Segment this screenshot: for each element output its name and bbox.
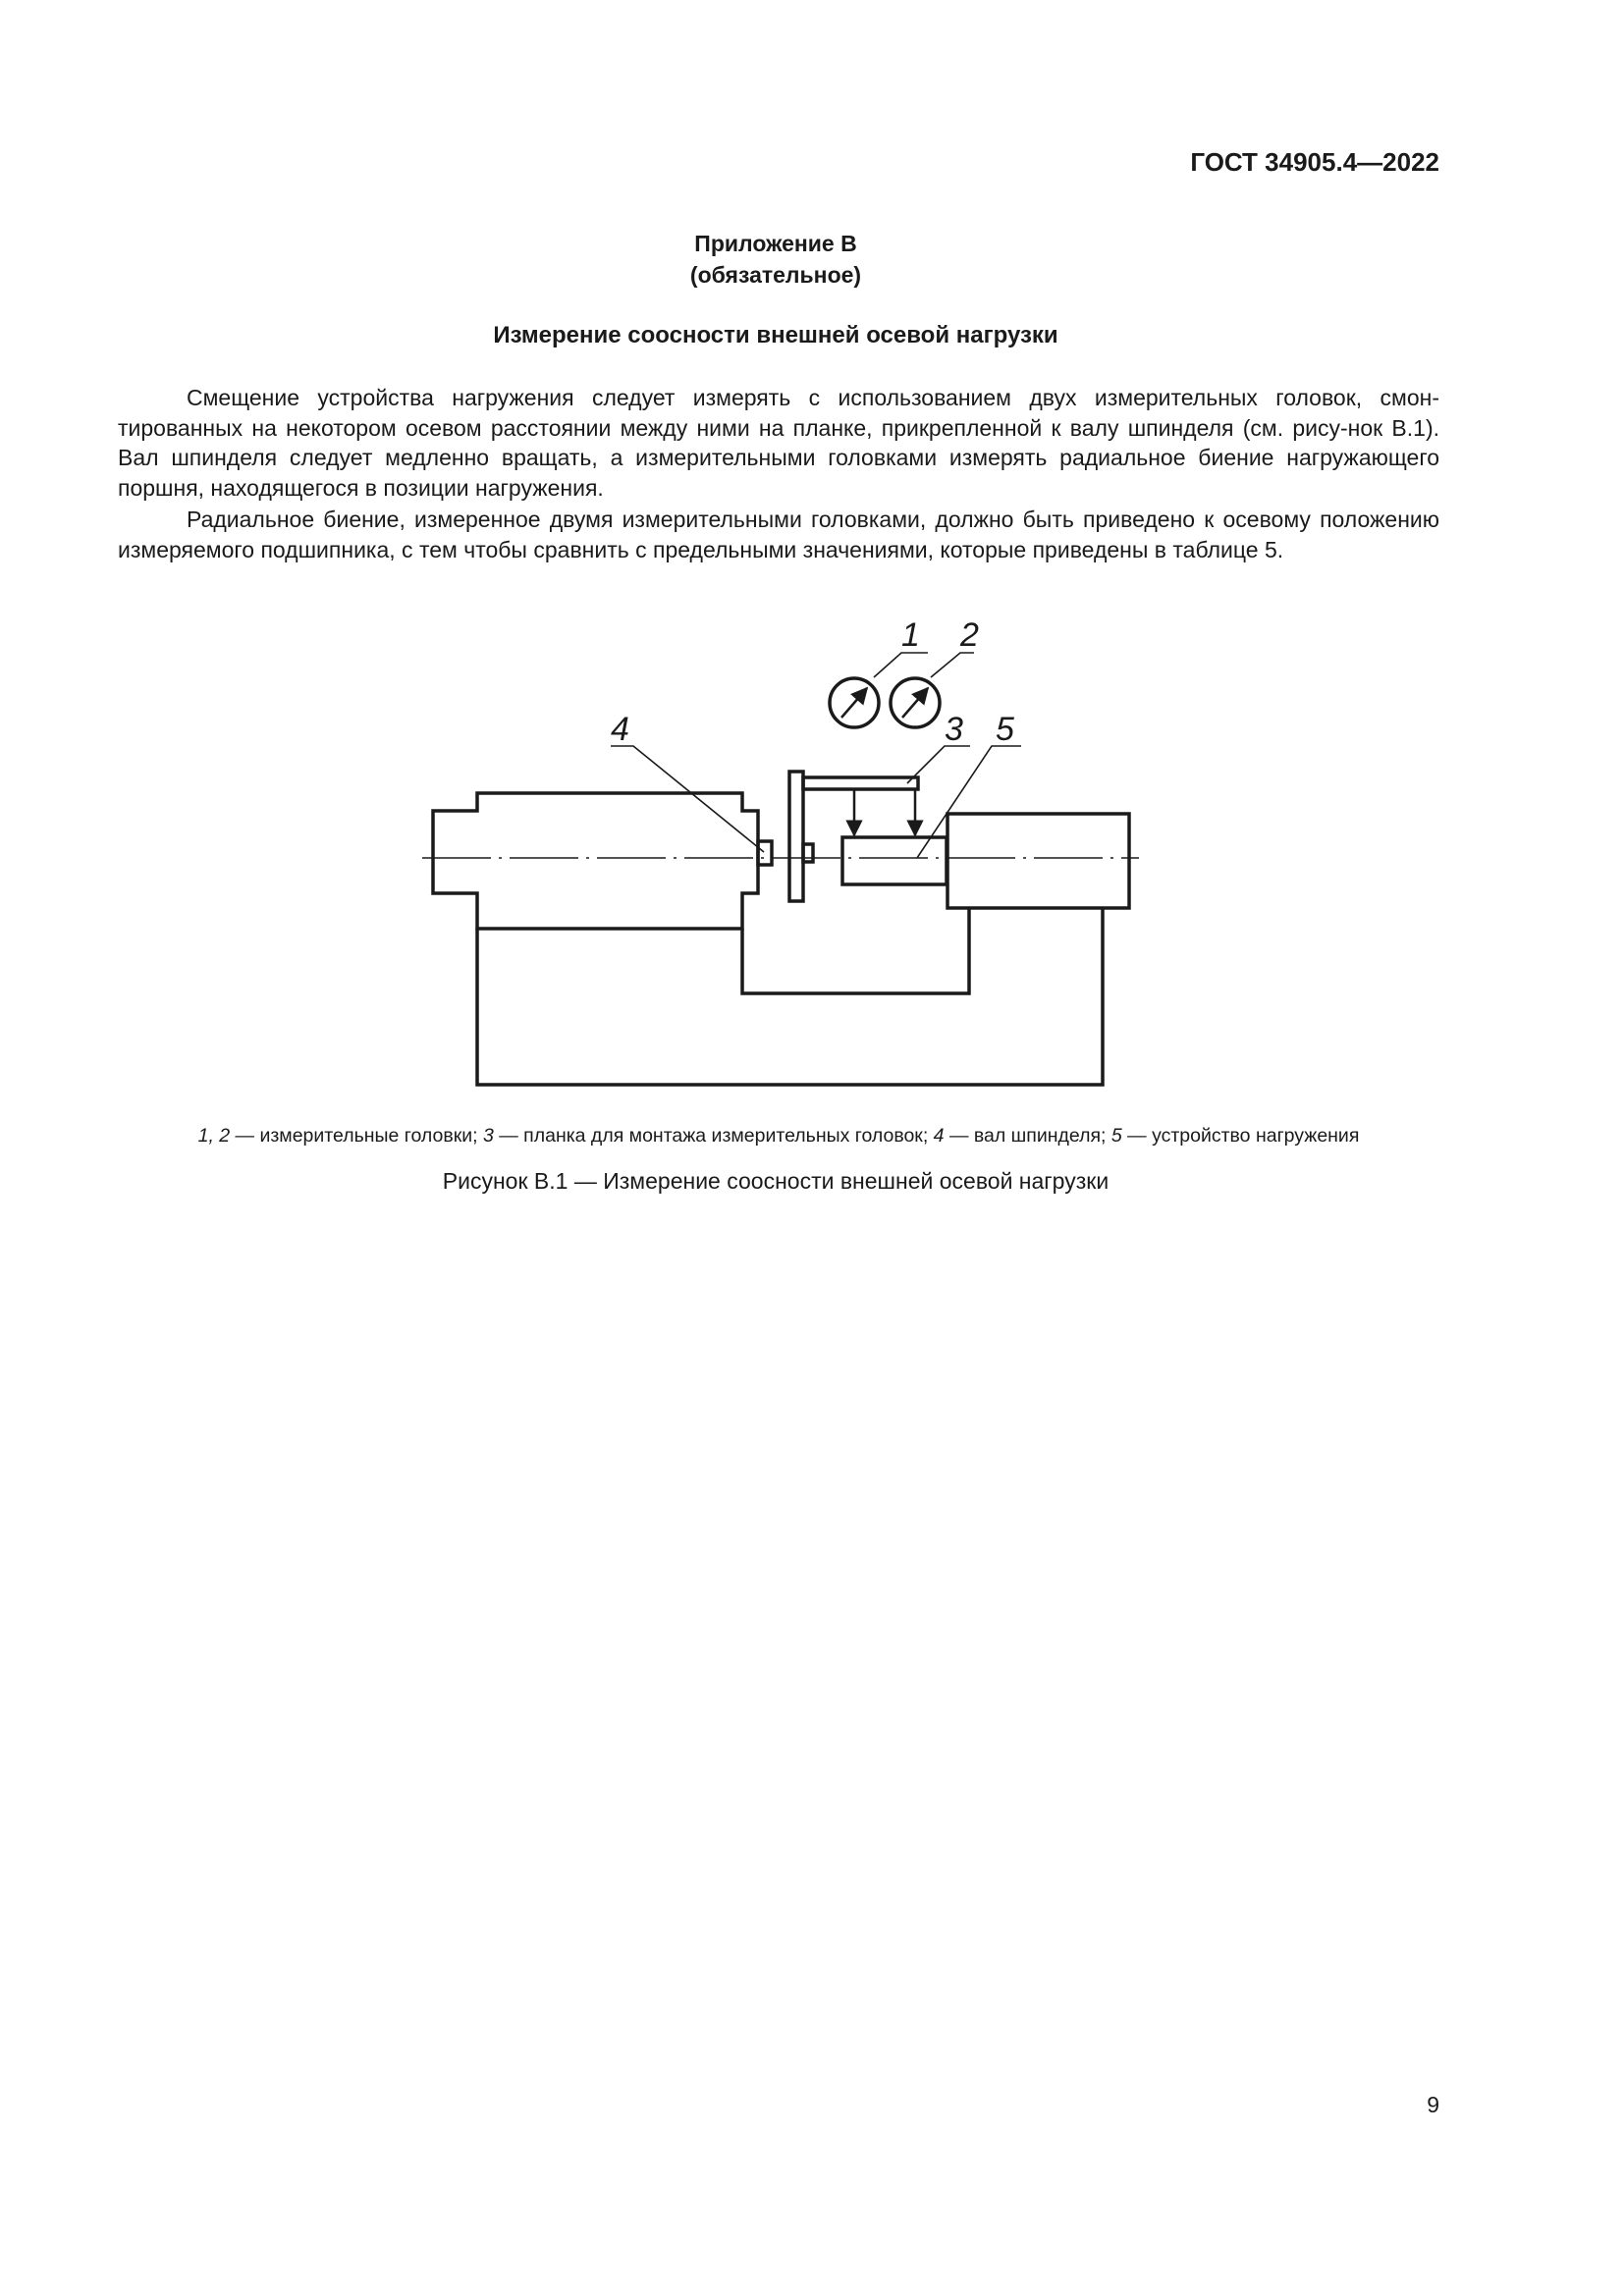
callout-1: 1: [901, 616, 920, 654]
legend-text-4: — устройство нагружения: [1121, 1125, 1360, 1147]
base-recess: [742, 908, 969, 993]
page-number: 9: [1427, 2092, 1439, 2117]
annex-title: Приложение В: [694, 231, 857, 256]
spindle-housing: [433, 793, 758, 929]
machine-base: [477, 908, 1103, 1085]
figure-caption: Рисунок В.1 — Измерение соосности внешней осевой нагрузки: [442, 1168, 1110, 1194]
legend-num-2: 3: [482, 1125, 494, 1147]
spindle-disc: [789, 772, 803, 901]
figure-legend: [118, 1125, 1439, 1148]
legend-text-3: — вал шпинделя;: [944, 1125, 1111, 1147]
legend-num-1: 1, 2: [197, 1125, 231, 1147]
legend-num-3: 4: [933, 1125, 945, 1147]
callout-5: 5: [996, 711, 1014, 748]
paragraph-2: Радиальное биение, измеренное двумя измерительными головками, должно быть приведено к осевому положению измеряемого подшипника, с тем чтобы сравнить с предельными значениями, которые приведены в таблице 5.: [118, 507, 1439, 562]
gauge-1-needle: [841, 688, 867, 718]
callout-2: 2: [960, 616, 979, 654]
annex-heading: [0, 228, 1551, 291]
loading-piston: [842, 837, 947, 884]
mounting-bar: [803, 777, 918, 789]
figure-b1: [393, 609, 1168, 1099]
section-title: Измерение соосности внешней осевой нагрузки: [493, 322, 1058, 348]
alignment-diagram: [393, 609, 1168, 1099]
loading-device: [947, 814, 1129, 908]
document-code: ГОСТ 34905.4—2022: [1190, 147, 1439, 177]
callout-3: 3: [945, 711, 963, 748]
body-text: [118, 383, 1439, 564]
legend-text-1: — измерительные головки;: [230, 1125, 483, 1147]
legend-num-4: 5: [1110, 1125, 1122, 1147]
gauge-2-needle: [902, 688, 928, 718]
annex-status: (обязательное): [689, 262, 862, 288]
callout-4: 4: [611, 711, 629, 748]
leader-lines: [611, 653, 1021, 858]
legend-text-2: — планка для монтажа измерительных головок;: [493, 1125, 934, 1147]
paragraph-1: Смещение устройства нагружения следует измерять с использованием двух измерительных головок, смон-тированных на некотором осевом расстоянии между ними на планке, прикрепленной к валу шпинделя (см. рису-нок В.1). Вал шпинделя следует медленно вращать, а измерительными головками измерять радиальное биение нагружающего поршня, находящегося в позиции нагружения.: [118, 385, 1439, 501]
spindle-shaft: [758, 841, 772, 865]
disc-hub: [803, 844, 813, 862]
